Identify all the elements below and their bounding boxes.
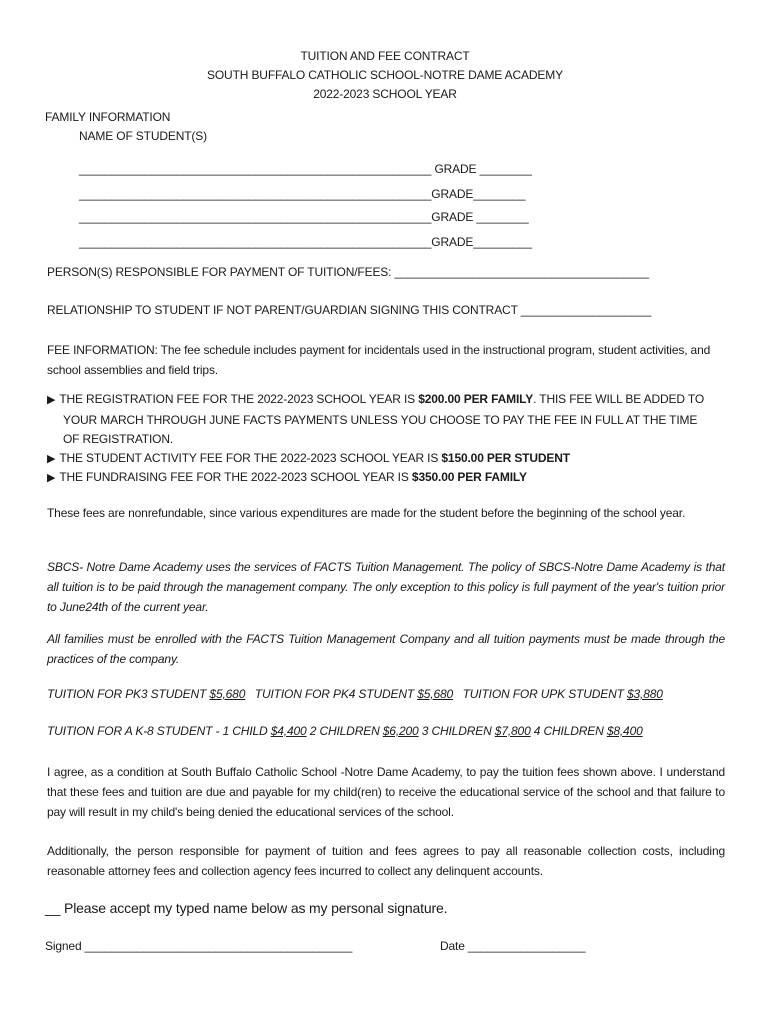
responsible-person-field[interactable]: PERSON(S) RESPONSIBLE FOR PAYMENT OF TUITION/FEES: _______________________________________ bbox=[47, 265, 649, 279]
date-field[interactable]: Date __________________ bbox=[440, 939, 586, 953]
header-title: TUITION AND FEE CONTRACT bbox=[300, 49, 470, 63]
fundraising-fee-item: ▶ THE FUNDRAISING FEE FOR THE 2022-2023 SCHOOL YEAR IS $350.00 PER FAMILY bbox=[47, 470, 527, 484]
tuition-prek-line: TUITION FOR PK3 STUDENT $5,680 TUITION FOR PK4 STUDENT $5,680 TUITION FOR UPK STUDENT $3,880 bbox=[47, 687, 663, 701]
agreement-paragraph: I agree, as a condition at South Buffalo Catholic School -Notre Dame Academy, to pay the tuition fees shown above. I understand that these fees and tuition are due and payable for my child(ren) to receive the educational service of the school and that failure to pay will result in my child's being denied the educational services of the school. bbox=[47, 765, 725, 819]
activity-fee-item: ▶ THE STUDENT ACTIVITY FEE FOR THE 2022-2023 SCHOOL YEAR IS $150.00 PER STUDENT bbox=[47, 451, 570, 465]
relationship-field[interactable]: RELATIONSHIP TO STUDENT IF NOT PARENT/GUARDIAN SIGNING THIS CONTRACT ____________________ bbox=[47, 303, 652, 317]
student-row-4[interactable]: ______________________________________________________GRADE_________ bbox=[79, 235, 532, 249]
registration-fee-item: ▶ THE REGISTRATION FEE FOR THE 2022-2023 SCHOOL YEAR IS $200.00 PER FAMILY. THIS FEE WILL BE ADDED TO YOUR MARCH THROUGH JUNE FACTS PAYMENTS UNLESS YOU CHOOSE TO PAY THE FEE IN FULL AT THE TIME OF REGISTRATION. bbox=[47, 390, 707, 450]
nonrefundable-notice: These fees are nonrefundable, since various expenditures are made for the student before the beginning of the school year. bbox=[47, 506, 686, 520]
registration-fee-amount: $200.00 PER FAMILY bbox=[418, 392, 534, 406]
family-heading: FAMILY INFORMATION bbox=[45, 110, 171, 124]
k8-four-children-amount: $8,400 bbox=[606, 724, 643, 738]
students-label: NAME OF STUDENT(S) bbox=[79, 129, 207, 143]
student-row-1[interactable]: ______________________________________________________ GRADE ________ bbox=[79, 162, 532, 176]
fundraising-fee-amount: $350.00 PER FAMILY bbox=[411, 470, 527, 484]
k8-one-child-amount: $4,400 bbox=[270, 724, 307, 738]
signature-acceptance-checkbox[interactable]: __ Please accept my typed name below as my personal signature. bbox=[45, 900, 448, 916]
arrow-right-icon: ▶ bbox=[47, 394, 56, 406]
tuition-k8-line: TUITION FOR A K-8 STUDENT - 1 CHILD $4,400 2 CHILDREN $6,200 3 CHILDREN $7,800 4 CHILDREN $8,400 bbox=[47, 724, 643, 738]
arrow-right-icon: ▶ bbox=[47, 472, 56, 484]
k8-three-children-amount: $7,800 bbox=[494, 724, 531, 738]
arrow-right-icon: ▶ bbox=[47, 453, 56, 465]
facts-policy: SBCS- Notre Dame Academy uses the services of FACTS Tuition Management. The policy of SBCS-Notre Dame Academy is that all tuition is to be paid through the management company. The only exception to this policy is full payment of the year's tuition prior to June24th of the current year. bbox=[47, 560, 725, 614]
facts-enrollment: All families must be enrolled with the FACTS Tuition Management Company and all tuition payments must be made through the practices of the company. bbox=[47, 632, 725, 666]
upk-tuition-amount: $3,880 bbox=[627, 687, 663, 701]
pk3-tuition-amount: $5,680 bbox=[209, 687, 246, 701]
registration-fee-continued: YOUR MARCH THROUGH JUNE FACTS PAYMENTS UNLESS YOU CHOOSE TO PAY THE FEE IN FULL AT THE TIME OF REGISTRATION. bbox=[63, 412, 698, 446]
k8-two-children-amount: $6,200 bbox=[382, 724, 419, 738]
student-row-2[interactable]: ______________________________________________________GRADE________ bbox=[79, 187, 526, 201]
header-year: 2022-2023 SCHOOL YEAR bbox=[313, 87, 457, 101]
collection-costs-paragraph: Additionally, the person responsible for payment of tuition and fees agrees to pay all reasonable collection costs, including reasonable attorney fees and collection agency fees incurred to collect any delinquent accounts. bbox=[47, 844, 725, 878]
header-school: SOUTH BUFFALO CATHOLIC SCHOOL-NOTRE DAME ACADEMY bbox=[207, 68, 563, 82]
signed-field[interactable]: Signed _________________________________________ bbox=[45, 939, 353, 953]
pk4-tuition-amount: $5,680 bbox=[417, 687, 454, 701]
fee-information: FEE INFORMATION: The fee schedule includes payment for incidentals used in the instructional program, student activities, and school assemblies and field trips. bbox=[47, 343, 711, 377]
student-row-3[interactable]: ______________________________________________________GRADE ________ bbox=[79, 210, 529, 224]
activity-fee-amount: $150.00 PER STUDENT bbox=[441, 451, 570, 465]
